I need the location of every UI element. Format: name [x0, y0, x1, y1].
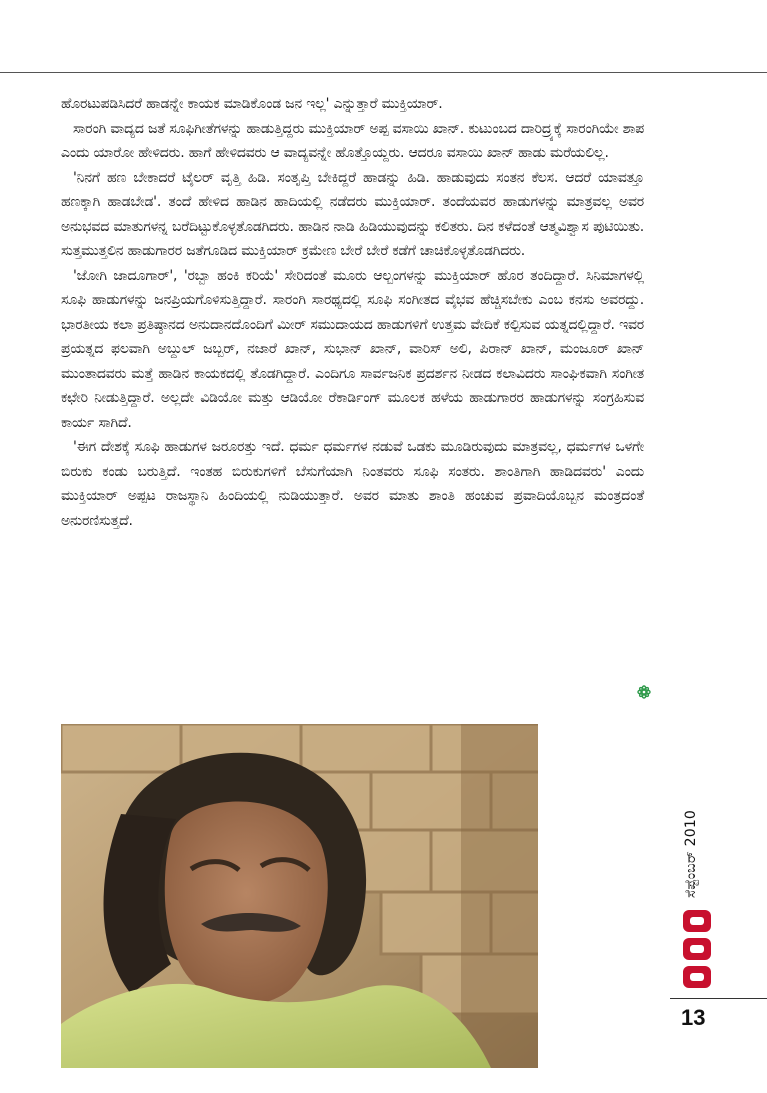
paragraph: ಸಾರಂಗಿ ವಾದ್ಯದ ಜತೆ ಸೂಫಿಗೀತೆಗಳನ್ನು ಹಾಡುತ್ತಿದ್ದರು ಮುಕ್ತಿಯಾರ್ ಅಪ್ಪ ವಸಾಯಿ ಖಾನ್. ಕುಟುಂಬದ ದಾರಿದ್ರ್ಯಕ್ಕೆ ಸಾರಂಗಿಯೇ ಶಾಪ ಎಂದು ಯಾರೋ ಹೇಳಿದರು. ಹಾಗೆ ಹೇಳಿದವರು ಆ ವಾದ್ಯವನ್ನೇ ಹೊತ್ತೊಯ್ದರು. ಆದರೂ ವಸಾಯಿ ಖಾನ್ ಹಾಡು ಮರೆಯಲಿಲ್ಲ. — [61, 120, 644, 161]
flower-ornament-icon — [637, 685, 651, 699]
portrait-photo — [61, 724, 538, 1068]
top-rule — [0, 72, 767, 73]
article-body — [61, 92, 644, 533]
paragraph: 'ಜೋಗಿ ಜಾದೂಗಾರ್', 'ರಬ್ಬಾ ಹಂಕಿ ಕರಿಯೆ' ಸೇರಿದಂತೆ ಮೂರು ಆಲ್ಬಂಗಳನ್ನು ಮುಕ್ತಿಯಾರ್ ಹೊರ ತಂದಿದ್ದಾರೆ. ಸಿನಿಮಾಗಳಲ್ಲಿ ಸೂಫಿ ಹಾಡುಗಳನ್ನು ಜನಪ್ರಿಯಗೊಳಿಸುತ್ತಿದ್ದಾರೆ. ಸಾರಂಗಿ ಸಾರಥ್ಯದಲ್ಲಿ ಸೂಫಿ ಸಂಗೀತದ ವೈಭವ ಹೆಚ್ಚಿಸಬೇಕು ಎಂಬ ಕನಸು ಅವರದ್ದು. ಭಾರತೀಯ ಕಲಾ ಪ್ರತಿಷ್ಠಾನದ ಅನುದಾನದೊಂದಿಗೆ ಮೀರ್ ಸಮುದಾಯದ ಹಾಡುಗಳಿಗೆ ಉತ್ತಮ ವೇದಿಕೆ ಕಲ್ಪಿಸುವ ಯತ್ನದಲ್ಲಿದ್ದಾರೆ. ಇವರ ಪ್ರಯತ್ನದ ಫಲವಾಗಿ ಅಬ್ದುಲ್ ಜಬ್ಬರ್, ನಜಾರೆ ಖಾನ್, ಸುಭಾನ್ ಖಾನ್, ವಾರಿಸ್ ಅಲಿ, ಪಿರಾನ್ ಖಾನ್, ಮಂಜೂರ್ ಖಾನ್ ಮುಂತಾದವರು ಮತ್ತೆ ಹಾಡಿನ ಕಾಯಕದಲ್ಲಿ ತೊಡಗಿದ್ದಾರೆ. ಎಂದಿಗೂ ಸಾರ್ವಜನಿಕ ಪ್ರದರ್ಶನ ನೀಡದ ಕಲಾವಿದರು ಸಾಂಘಿಕವಾಗಿ ಸಂಗೀತ ಕಛೇರಿ ನೀಡುತ್ತಿದ್ದಾರೆ. ಅಲ್ಲದೇ ವಿಡಿಯೋ ಮತ್ತು ಆಡಿಯೋ ರೆಕಾರ್ಡಿಂಗ್ ಮೂಲಕ ಹಳೆಯ ಹಾಡುಗಾರರ ಹಾಡುಗಳನ್ನು ಸಂಗ್ರಹಿಸುವ ಕಾರ್ಯ ಸಾಗಿದೆ. — [61, 267, 644, 431]
issue-date: ಸೆಪ್ಟೆಂಬರ್ 2010 — [683, 809, 699, 898]
paragraph: 'ನಿನಗೆ ಹಣ ಬೇಕಾದರೆ ಟೈಲರ್ ವೃತ್ತಿ ಹಿಡಿ. ಸಂತೃಪ್ತಿ ಬೇಕಿದ್ದರೆ ಹಾಡನ್ನು ಹಿಡಿ. ಹಾಡುವುದು ಸಂತನ ಕೆಲಸ. ಆದರೆ ಯಾವತ್ತೂ ಹಣಕ್ಕಾಗಿ ಹಾಡಬೇಡ'. ತಂದೆ ಹೇಳಿದ ಹಾಡಿನ ಹಾದಿಯಲ್ಲಿ ನಡೆದರು ಮುಕ್ತಿಯಾರ್. ತಂದೆಯವರ ಹಾಡುಗಳನ್ನು ಮಾತ್ರವಲ್ಲ ಅವರ ಅನುಭವದ ಮಾತುಗಳನ್ನ ಬರೆದಿಟ್ಟುಕೊಳ್ಳತೊಡಗಿದರು. ಹಾಡಿನ ನಾಡಿ ಹಿಡಿಯುವುದನ್ನು ಕಲಿತರು. ದಿನ ಕಳೆದಂತೆ ಆತ್ಮವಿಶ್ವಾಸ ಪುಟಿಯಿತು. ಸುತ್ತಮುತ್ತಲಿನ ಹಾಡುಗಾರರ ಜತೆಗೂಡಿದ ಮುಕ್ತಿಯಾರ್ ಕ್ರಮೇಣ ಬೇರೆ ಬೇರೆ ಕಡೆಗೆ ಚಾಚಿಕೊಳ್ಳತೊಡಗಿದರು. — [61, 169, 644, 259]
paragraph: ಹೊರಟುಪಡಿಸಿದರೆ ಹಾಡನ್ನೇ ಕಾಯಕ ಮಾಡಿಕೊಂಡ ಜನ ಇಲ್ಲ' ಎನ್ನುತ್ತಾರೆ ಮುಕ್ತಿಯಾರ್. — [61, 96, 443, 112]
masthead-logo — [681, 908, 713, 990]
paragraph: 'ಈಗ ದೇಶಕ್ಕೆ ಸೂಫಿ ಹಾಡುಗಳ ಜರೂರತ್ತು ಇದೆ. ಧರ್ಮ ಧರ್ಮಗಳ ನಡುವೆ ಒಡಕು ಮೂಡಿರುವುದು ಮಾತ್ರವಲ್ಲ, ಧರ್ಮಗಳ ಒಳಗೇ ಬಿರುಕು ಕಂಡು ಬರುತ್ತಿದೆ. ಇಂತಹ ಬಿರುಕುಗಳಿಗೆ ಬೆಸುಗೆಯಾಗಿ ನಿಂತವರು ಸೂಫಿ ಸಂತರು. ಶಾಂತಿಗಾಗಿ ಹಾಡಿದವರು' ಎಂದು ಮುಕ್ತಿಯಾರ್ ಅಪ್ಪಟ ರಾಜಸ್ಥಾನಿ ಹಿಂದಿಯಲ್ಲಿ ನುಡಿಯುತ್ತಾರೆ. ಅವರ ಮಾತು ಶಾಂತಿ ಹಂಚುವ ಪ್ರವಾದಿಯೊಬ್ಬನ ಮಂತ್ರದಂತೆ ಅನುರಣಿಸುತ್ತದೆ. — [61, 439, 644, 529]
portrait-illustration — [61, 724, 538, 1068]
footer-rule — [670, 998, 767, 999]
page-number: 13 — [681, 1005, 706, 1030]
